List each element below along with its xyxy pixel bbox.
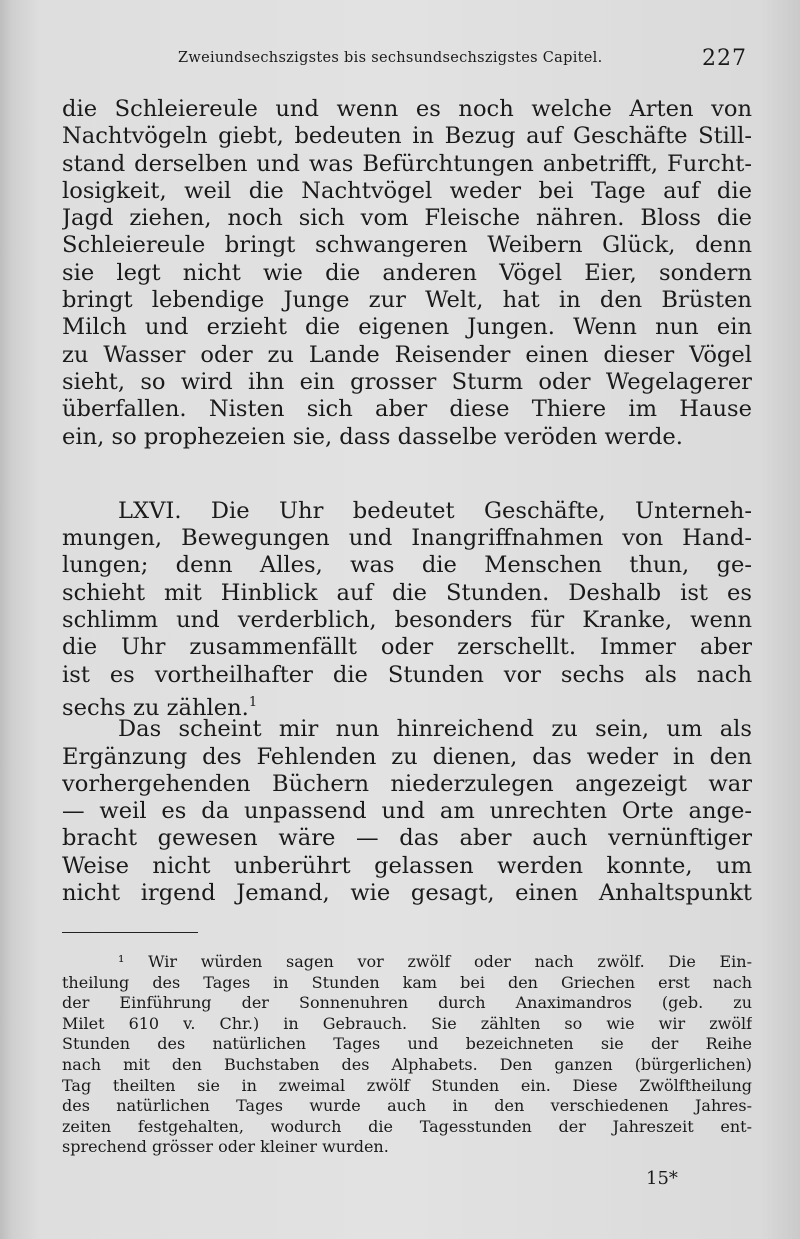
text-line [62,689,752,716]
text-line: die Uhr zusammenfällt oder zerschellt. Immer aber [62,634,752,661]
running-head [0,46,800,74]
text-line-content: sechs zu zählen. [62,694,249,717]
footnote-line: Stunden des natürlichen Tages und bezeichneten sie der Reihe [62,1034,752,1054]
footnote-line: theilung des Tages in Stunden kam bei den Griechen erst nach [62,972,752,992]
text-line: Schleiereule bringt schwangeren Weibern Glück, denn [62,232,752,259]
text-line: Jagd ziehen, noch sich vom Fleische nähren. Bloss die [62,205,752,232]
footnote-line: zeiten festgehalten, wodurch die Tagesstunden der Jahreszeit ent- [62,1116,752,1136]
text-line: zu Wasser oder zu Lande Reisender einen dieser Vögel [62,341,752,368]
text-line: ist es vortheilhafter die Stunden vor sechs als nach [62,661,752,688]
text-line: mungen, Bewegungen und Inangriffnahmen von Hand- [62,525,752,552]
text-line: lungen; denn Alles, was die Menschen thun, ge- [62,552,752,579]
footnote-reference[interactable]: 1 [248,694,258,710]
paragraph [62,96,752,451]
footnote-line: sprechend grösser oder kleiner wurden. [62,1137,389,1157]
text-line: stand derselben und was Befürchtungen anbetrifft, Furcht- [62,150,752,177]
text-line: Ergänzung des Fehlenden zu dienen, das weder in den [62,743,752,770]
text-line: sie legt nicht wie die anderen Vögel Eier, sondern [62,259,752,286]
text-line: die Schleiereule und wenn es noch welche Arten von [62,96,752,122]
body-text [62,96,752,907]
footnote-line: der Einführung der Sonnenuhren durch Anaximandros (geb. zu [62,993,752,1013]
footnote-line: Tag theilten sie in zweimal zwölf Stunden ein. Diese Zwölftheilung [62,1075,752,1095]
text-line: Das scheint mir nun hinreichend zu sein, um als [118,716,752,743]
footnote-line: Milet 610 v. Chr.) in Gebrauch. Sie zählten so wie wir zwölf [62,1013,752,1033]
section-gap [62,451,752,498]
text-line: Milch und erzieht die eigenen Jungen. Wenn nun ein [62,314,752,341]
text-line: schlimm und verderblich, besonders für Kranke, wenn [62,607,752,634]
paragraph [62,498,752,716]
page-number: 227 [702,46,747,71]
text-line: Weise nicht unberührt gelassen werden konnte, um [62,852,752,879]
footnote [62,952,752,1158]
text-line: sieht, so wird ihn ein grosser Sturm oder Wegelagerer [62,368,752,395]
text-line: bringt lebendige Junge zur Welt, hat in den Brüsten [62,287,752,314]
running-title: Zweiundsechszigstes bis sechsundsechszigstes Capitel. [178,50,603,66]
footnote-line: des natürlichen Tages wurde auch in den verschiedenen Jahres- [62,1096,752,1116]
signature-mark: 15* [646,1168,678,1189]
text-line: schieht mit Hinblick auf die Stunden. Deshalb ist es [62,579,752,606]
text-line: bracht gewesen wäre — das aber auch vernünftiger [62,825,752,852]
text-line: nicht irgend Jemand, wie gesagt, einen Anhaltspunkt [62,880,752,907]
text-line: vorhergehenden Büchern niederzulegen angezeigt war [62,770,752,797]
footnote-divider [62,932,198,933]
text-line: Nachtvögeln giebt, bedeuten in Bezug auf Geschäfte Still- [62,123,752,150]
footnote-line: nach mit den Buchstaben des Alphabets. Den ganzen (bürgerlichen) [62,1054,752,1074]
text-line: — weil es da unpassend und am unrechten Orte ange- [62,798,752,825]
text-line: überfallen. Nisten sich aber diese Thiere im Hause [62,396,752,423]
text-line: LXVI. Die Uhr bedeutet Geschäfte, Unterneh- [118,497,752,524]
text-line: losigkeit, weil die Nachtvögel weder bei Tage auf die [62,177,752,204]
paragraph [62,716,752,907]
text-line: ein, so prophezeien sie, dass dasselbe veröden werde. [62,423,683,450]
footnote-line: ¹ Wir würden sagen vor zwölf oder nach zwölf. Die Ein- [118,952,752,971]
